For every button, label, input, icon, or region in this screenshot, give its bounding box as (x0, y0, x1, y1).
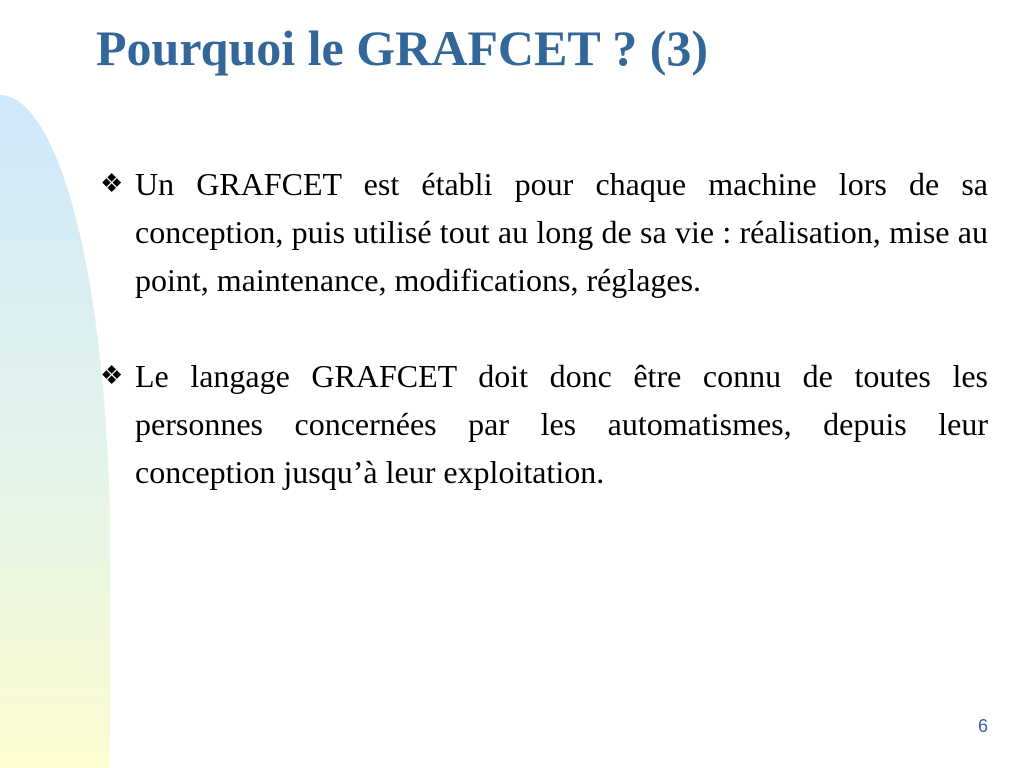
diamond-bullet-icon: ❖ (100, 169, 124, 198)
bullet-item (100, 352, 988, 496)
bullet-item (100, 160, 988, 304)
page-number: 6 (977, 716, 988, 736)
bullet-list (100, 160, 988, 544)
bullet-text: Le langage GRAFCET doit donc être connu de toutes les personnes concernées par les automatismes, depuis leur conception jusqu’à leur exploitation. (135, 358, 988, 490)
diamond-bullet-icon: ❖ (100, 361, 124, 390)
bullet-text: Un GRAFCET est établi pour chaque machine lors de sa conception, puis utilisé tout au long de sa vie : réalisation, mise au point, maintenance, modifications, réglages. (135, 166, 988, 298)
slide-title: Pourquoi le GRAFCET ? (3) (96, 20, 709, 76)
